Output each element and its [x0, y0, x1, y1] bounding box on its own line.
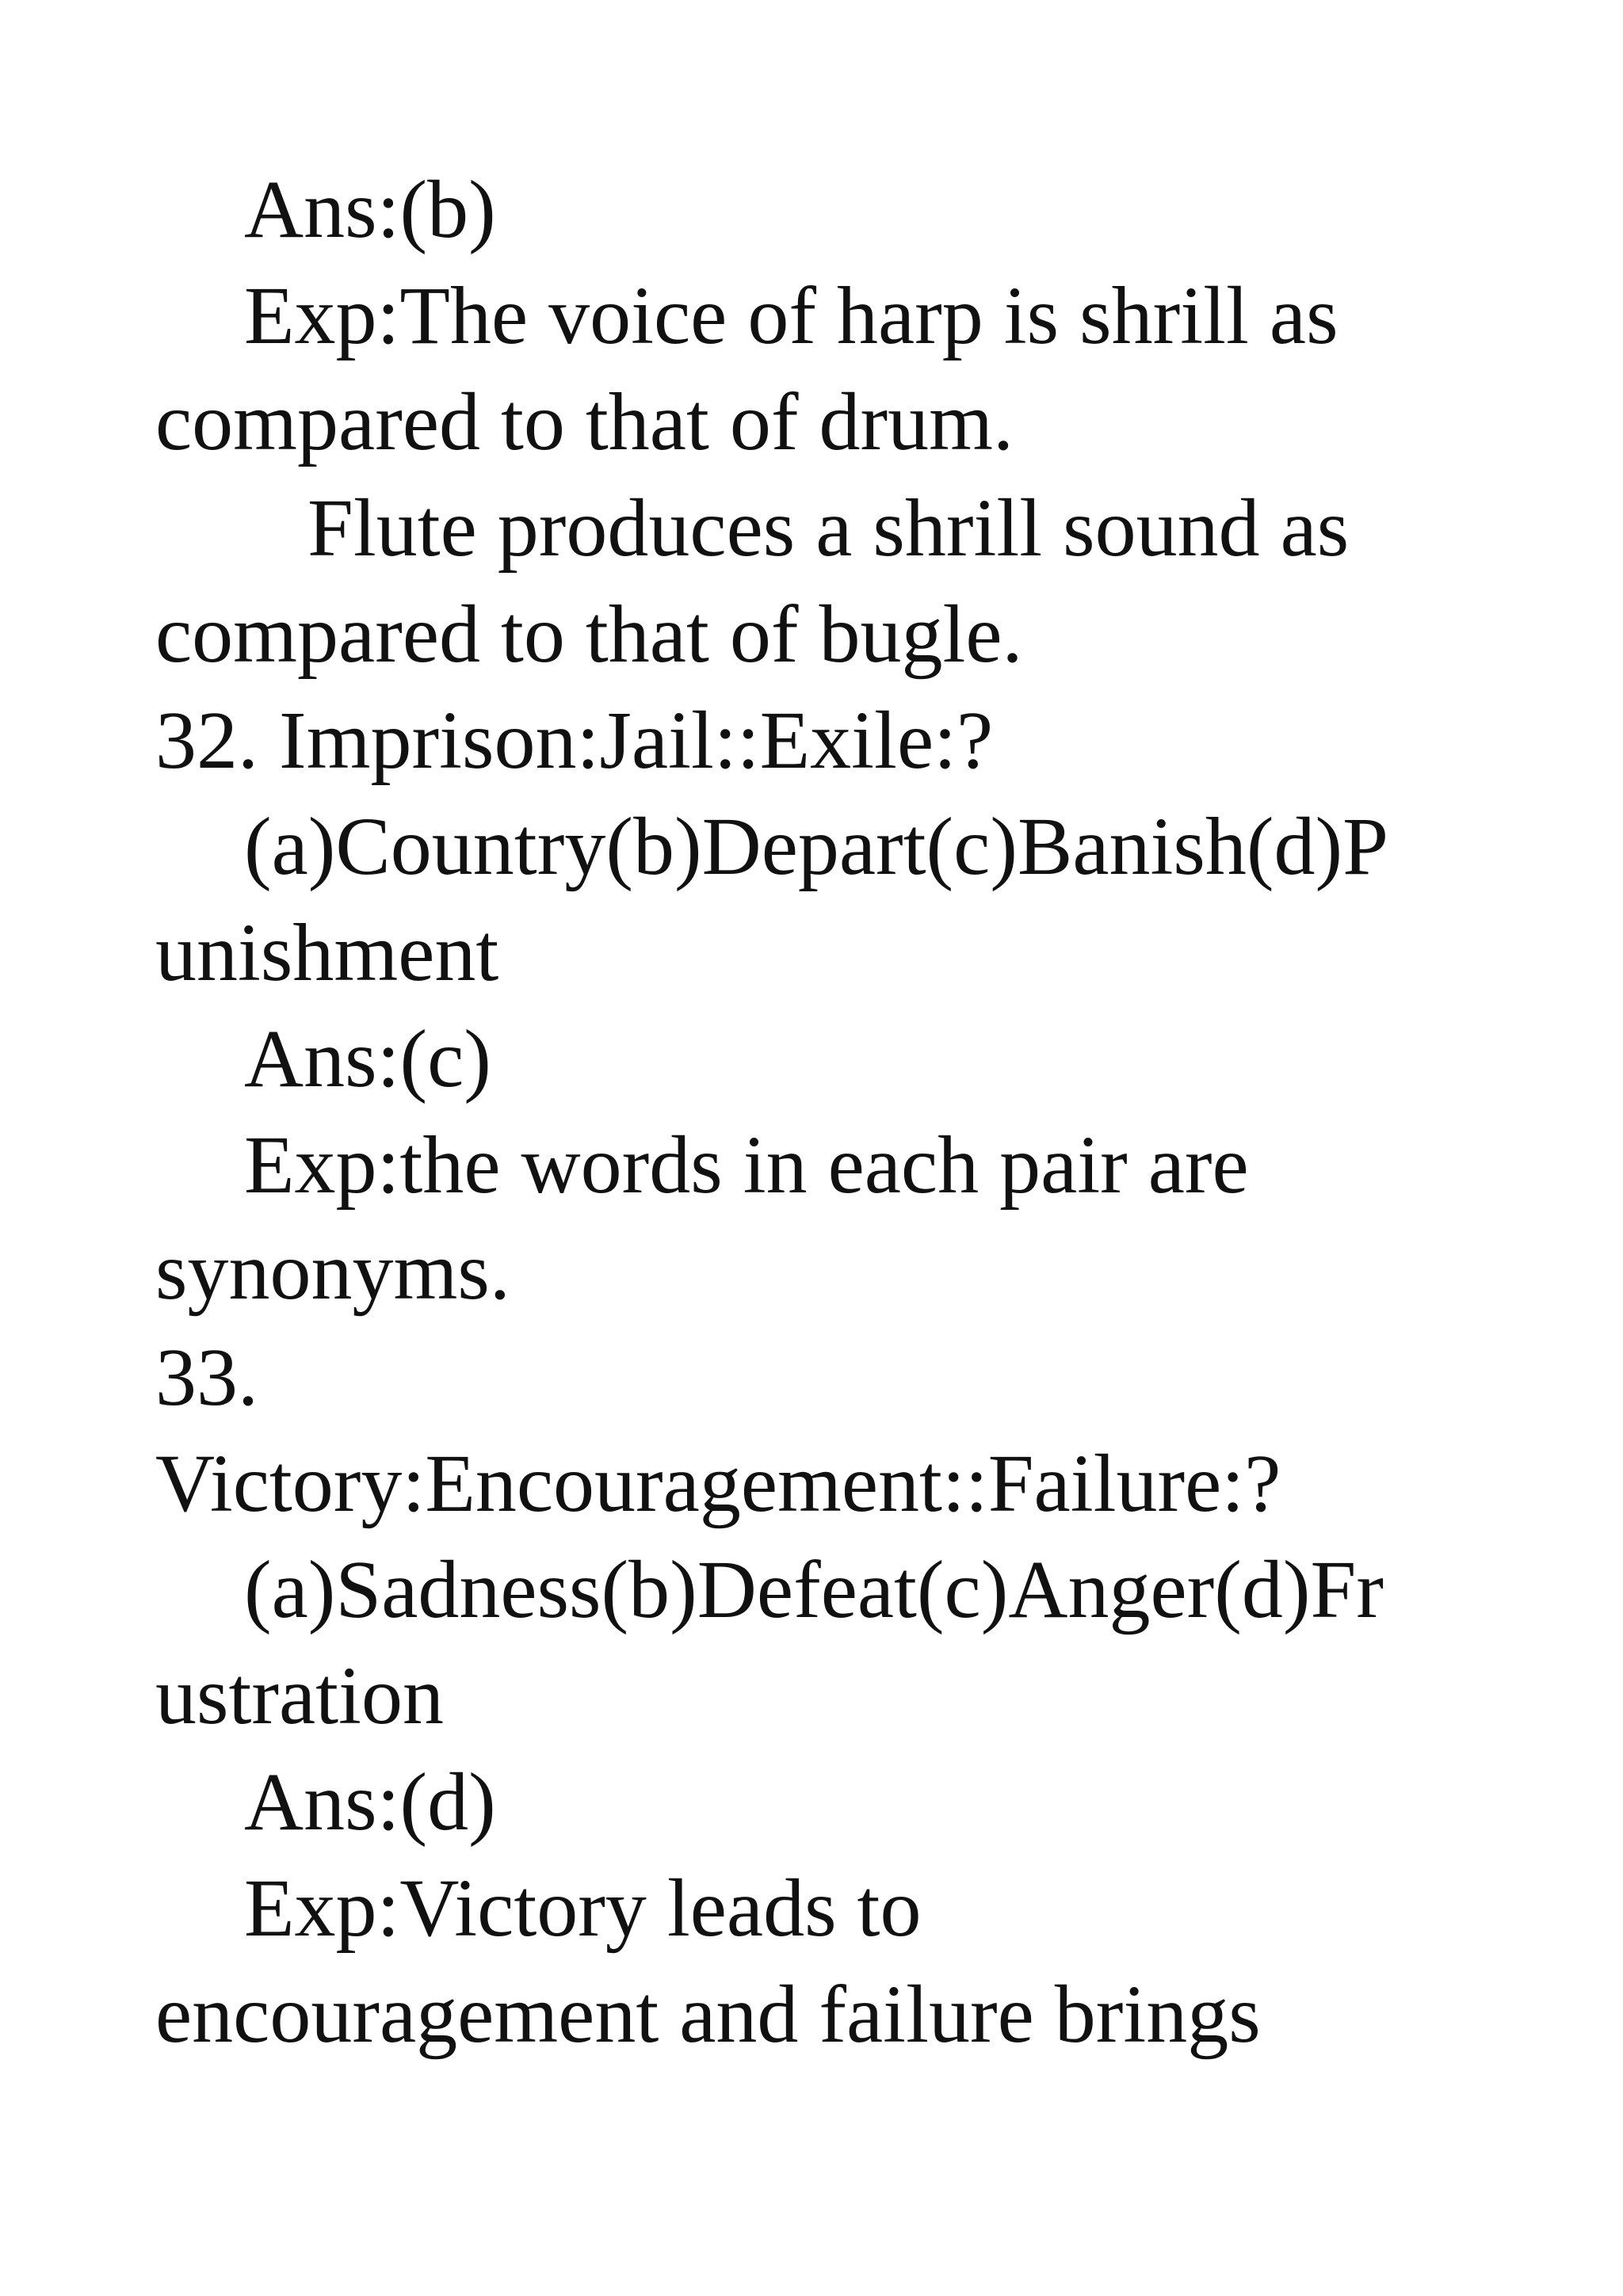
options-33-line-2: ustration [155, 1650, 444, 1741]
explanation-32-line-2: synonyms. [155, 1226, 510, 1317]
explanation-31-line-1: Exp:The voice of harp is shrill as [244, 270, 1338, 361]
question-33-number: 33. [155, 1332, 258, 1423]
options-33-line-1: (a)Sadness(b)Defeat(c)Anger(d)Fr [244, 1544, 1384, 1635]
explanation-31-line-3: Flute produces a shrill sound as [307, 482, 1350, 574]
answer-32: Ans:(c) [244, 1013, 491, 1104]
explanation-31-line-2: compared to that of drum. [155, 376, 1014, 467]
options-32-line-1: (a)Country(b)Depart(c)Banish(d)P [244, 801, 1388, 892]
explanation-32-line-1: Exp:the words in each pair are [244, 1119, 1249, 1211]
answer-31: Ans:(b) [244, 164, 496, 255]
options-32-line-2: unishment [155, 907, 499, 998]
answer-33: Ans:(d) [244, 1756, 496, 1848]
explanation-33-line-2: encouragement and failure brings [155, 1969, 1261, 2060]
explanation-31-line-4: compared to that of bugle. [155, 589, 1023, 680]
question-32: 32. Imprison:Jail::Exile:? [155, 695, 994, 786]
explanation-33-line-1: Exp:Victory leads to [244, 1863, 922, 1954]
question-33: Victory:Encouragement::Failure:? [155, 1438, 1281, 1529]
